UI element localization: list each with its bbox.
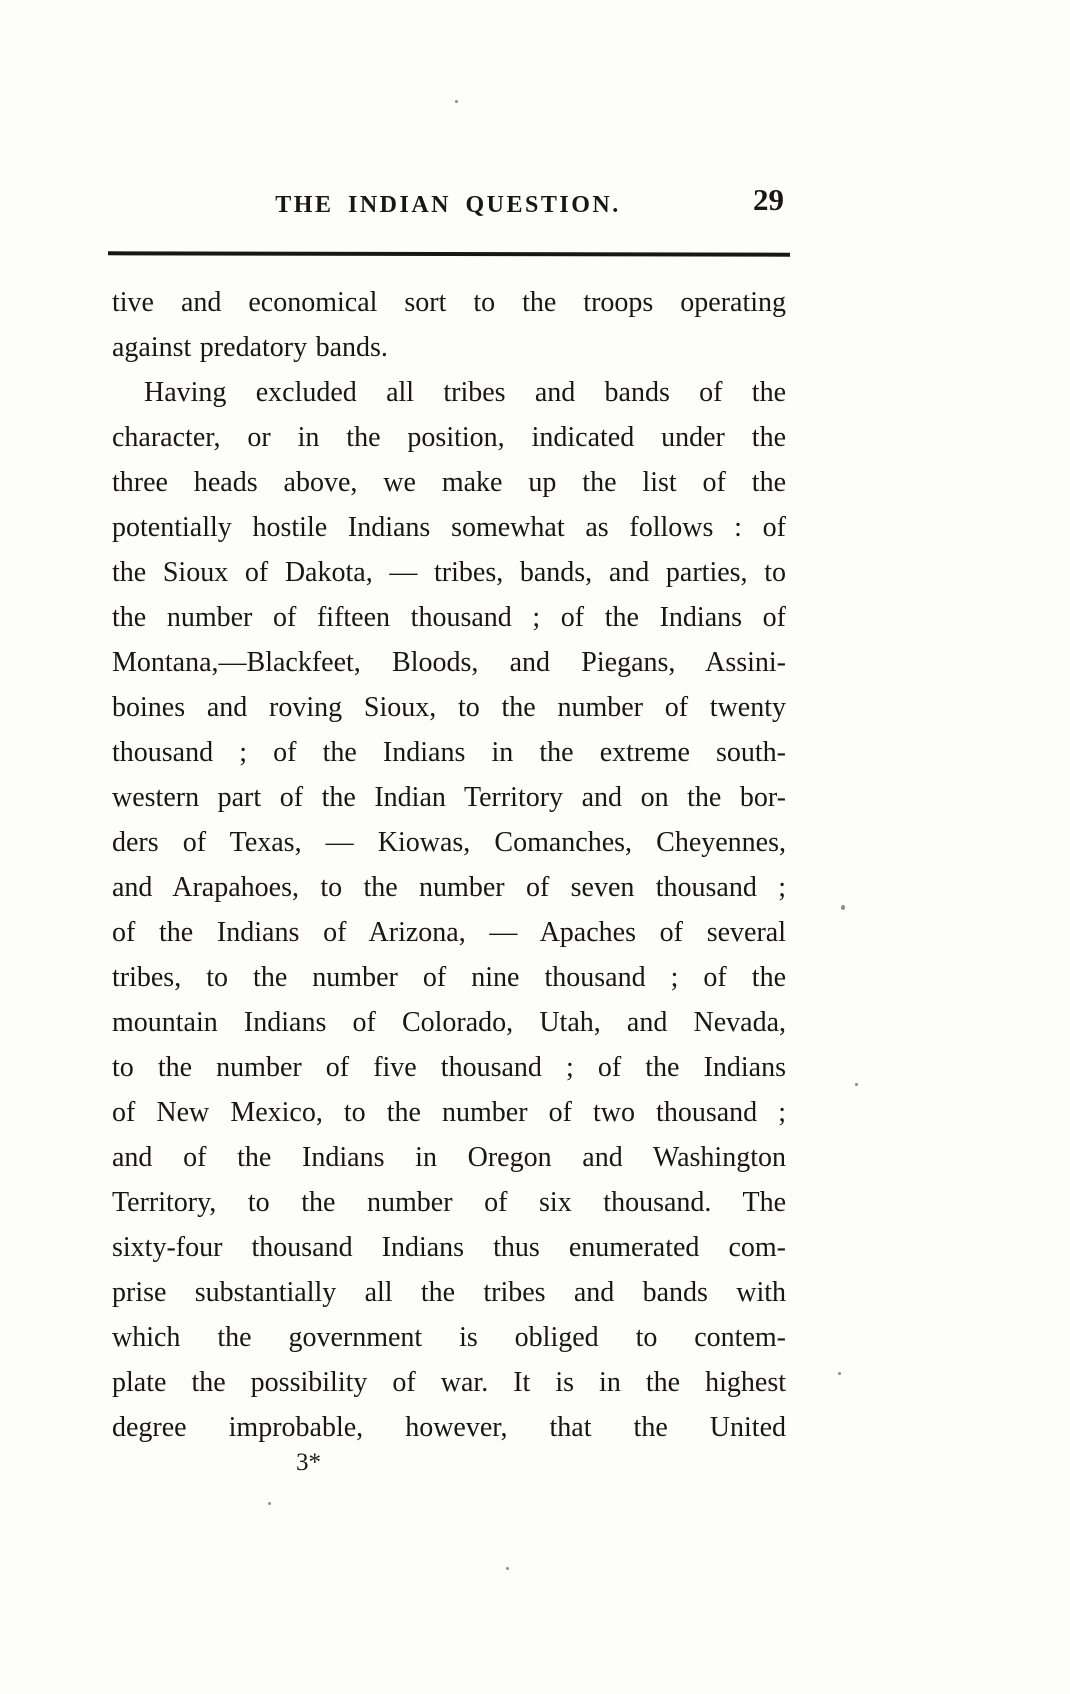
signature-mark: 3* — [296, 1449, 321, 1476]
text-line: Having excluded all tribes and bands of the — [144, 377, 786, 408]
text-line: three heads above, we make up the list of the — [112, 467, 786, 498]
text-line: which the government is obliged to contem- — [112, 1322, 786, 1353]
text-line: of New Mexico, to the number of two thousand ; — [112, 1097, 786, 1128]
text-line: the number of fifteen thousand ; of the Indians of — [112, 602, 786, 633]
scan-speck — [268, 1502, 271, 1505]
text-line: potentially hostile Indians somewhat as follows : of — [112, 512, 786, 543]
scan-speck — [838, 1372, 841, 1375]
text-line: to the number of five thousand ; of the Indians — [112, 1052, 786, 1083]
page-number: 29 — [753, 182, 784, 217]
text-line: and of the Indians in Oregon and Washington — [112, 1142, 786, 1173]
running-header-title: THE INDIAN QUESTION. — [275, 192, 621, 218]
text-line: of the Indians of Arizona, — Apaches of several — [112, 917, 786, 948]
text-line: tribes, to the number of nine thousand ; of the — [112, 962, 786, 993]
text-line: against predatory bands. — [112, 332, 388, 363]
scan-speck — [455, 100, 458, 103]
text-line: sixty-four thousand Indians thus enumerated com- — [112, 1232, 786, 1263]
scan-speck — [506, 1567, 509, 1570]
text-line: prise substantially all the tribes and bands with — [112, 1277, 786, 1308]
text-line: Territory, to the number of six thousand. The — [112, 1187, 786, 1218]
text-line: character, or in the position, indicated under the — [112, 422, 786, 453]
text-line: tive and economical sort to the troops operating — [112, 287, 786, 318]
text-line: western part of the Indian Territory and on the bor- — [112, 782, 786, 813]
scan-speck — [841, 905, 845, 910]
text-line: Montana,—Blackfeet, Bloods, and Piegans, Assini- — [112, 647, 786, 678]
text-line: boines and roving Sioux, to the number of twenty — [112, 692, 786, 723]
text-line: thousand ; of the Indians in the extreme south- — [112, 737, 786, 768]
body-text — [112, 280, 786, 1450]
header-rule — [108, 251, 790, 256]
text-line: the Sioux of Dakota, — tribes, bands, and parties, to — [112, 557, 786, 588]
text-line: ders of Texas, — Kiowas, Comanches, Cheyennes, — [112, 827, 786, 858]
running-header — [110, 182, 786, 230]
scan-speck — [855, 1083, 858, 1086]
text-line: and Arapahoes, to the number of seven thousand ; — [112, 872, 786, 903]
text-line: degree improbable, however, that the United — [112, 1412, 786, 1443]
text-line: mountain Indians of Colorado, Utah, and Nevada, — [112, 1007, 786, 1038]
text-line: plate the possibility of war. It is in the highest — [112, 1367, 786, 1398]
